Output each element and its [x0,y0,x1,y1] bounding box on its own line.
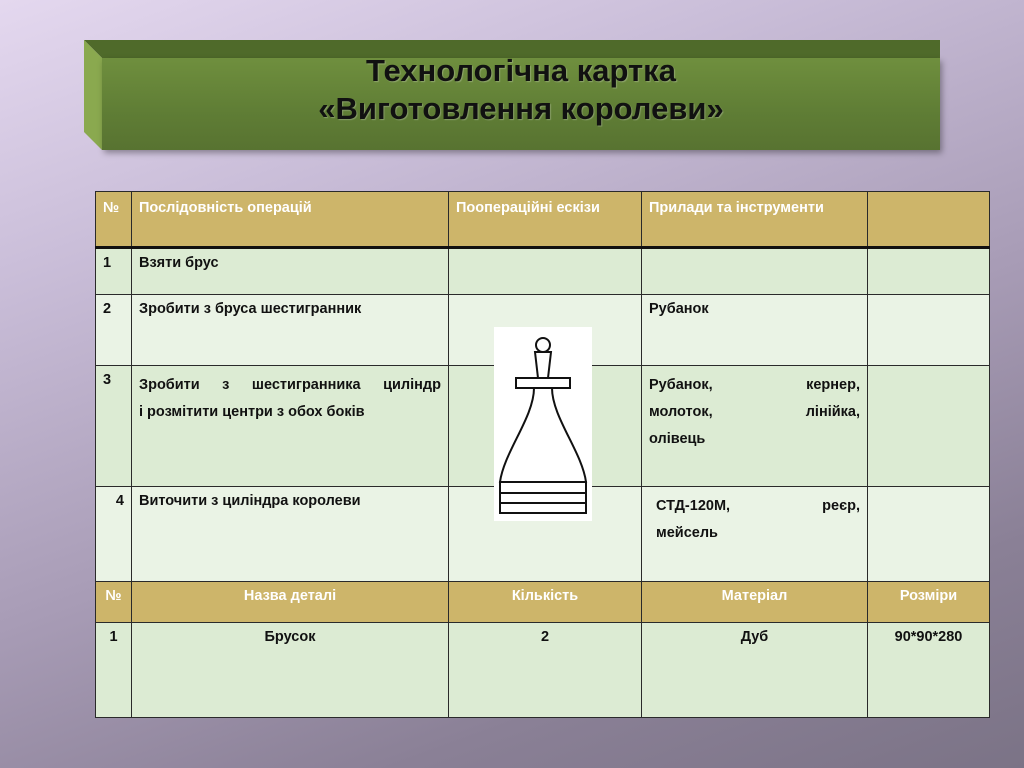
row-tools [642,487,868,582]
row-tools-line-1: СТД-120М, реєр, [656,498,860,514]
row-num: 1 [96,248,132,295]
row-operation: Взяти брус [132,248,449,295]
row-num: 4 [96,487,132,582]
parts-header-material: Матеріал [642,582,868,623]
row-num: 3 [96,366,132,487]
title-line-1: Технологічна картка [366,53,676,88]
queen-sketch [494,327,592,521]
parts-header-quantity: Кількість [449,582,642,623]
row-tools-line-3: олівець [649,431,706,447]
row-extra [868,487,990,582]
row-sketch [449,248,642,295]
row-extra [868,366,990,487]
table-row [96,623,990,718]
parts-header-dimensions: Розміри [868,582,990,623]
title-line-2: «Виготовлення королеви» [318,91,724,126]
row-extra [868,248,990,295]
operations-header-row [96,192,990,248]
header-sequence: Послідовність операцій [132,192,449,248]
table-row [96,248,990,295]
chess-queen-icon [494,327,592,521]
row-tools [642,366,868,487]
part-quantity: 2 [449,623,642,718]
row-tools-line-2: мейсель [656,525,718,541]
parts-header-num: № [96,582,132,623]
row-tools-line-2: молоток, лінійка, [649,404,860,420]
row-operation: Зробити з бруса шестигранник [132,295,449,366]
header-extra [868,192,990,248]
row-tools: Рубанок [642,295,868,366]
header-sketches: Поопераційні ескізи [449,192,642,248]
parts-header-row [96,582,990,623]
header-num: № [96,192,132,248]
row-extra [868,295,990,366]
part-name: Брусок [132,623,449,718]
header-tools: Прилади та інструменти [642,192,868,248]
row-operation [132,366,449,487]
parts-header-name: Назва деталі [132,582,449,623]
title-banner-left-bevel [84,40,102,150]
row-num: 2 [96,295,132,366]
row-operation: Виточити з циліндра королеви [132,487,449,582]
title-banner [84,40,940,150]
row-tools-line-1: Рубанок, кернер, [649,377,860,393]
row-operation-line-2: і розмітити центри з обох боків [139,404,365,420]
part-material: Дуб [642,623,868,718]
row-operation-line-1: Зробити з шестигранника циліндр [139,377,441,393]
page-title [102,40,940,140]
part-num: 1 [96,623,132,718]
part-dimensions: 90*90*280 [868,623,990,718]
row-tools [642,248,868,295]
